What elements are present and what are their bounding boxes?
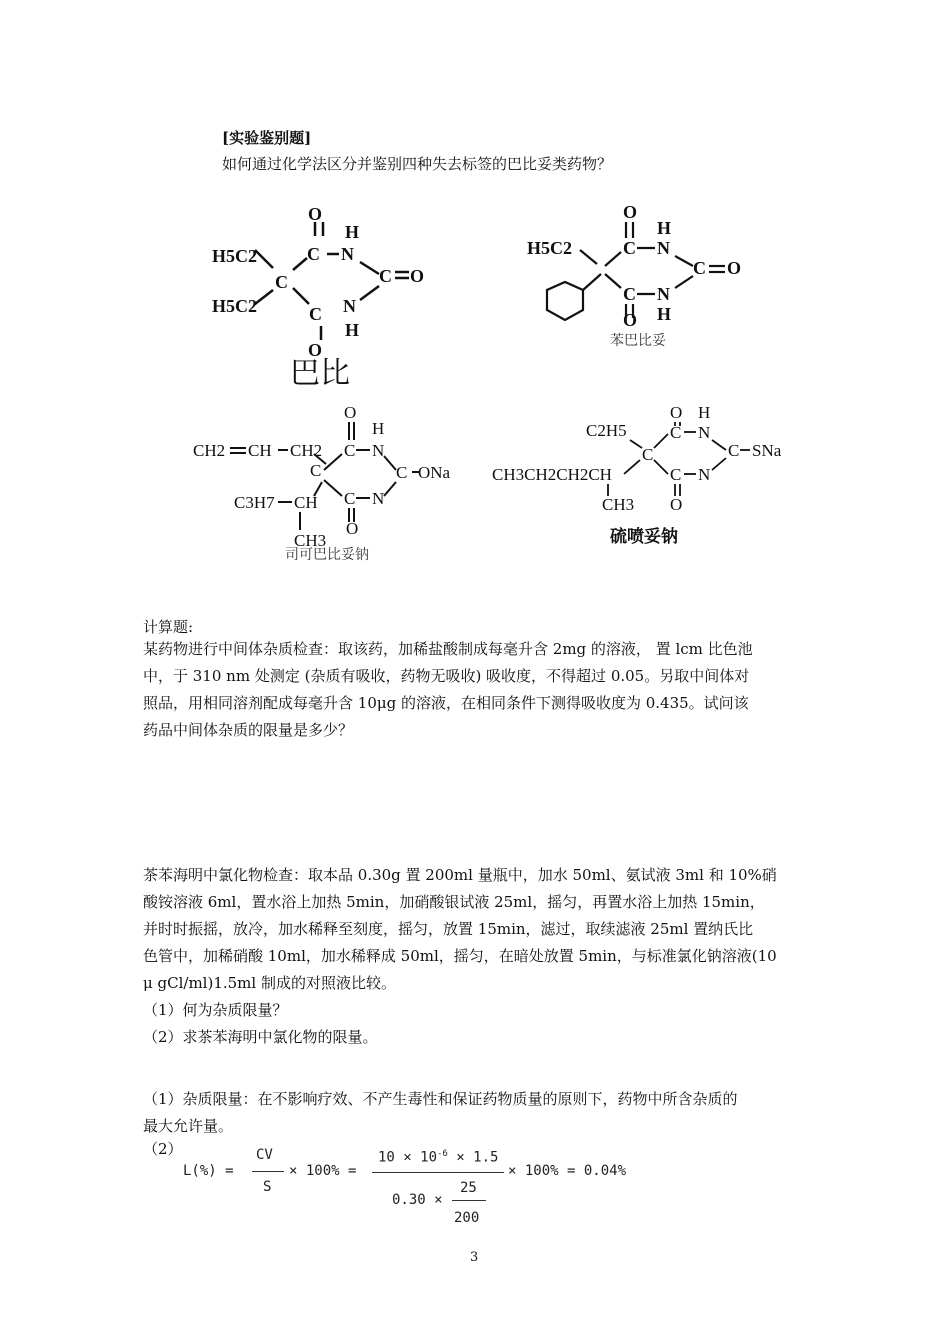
secobarbital-group: C3H7	[234, 493, 275, 512]
phenobarbital-group: N	[657, 284, 670, 304]
secobarbital-group: CH	[294, 493, 318, 512]
thiopental-group: O	[670, 495, 683, 514]
secobarbital-group: C	[344, 489, 356, 508]
barbital-group: N	[341, 244, 354, 264]
calc-problem-paragraph	[143, 636, 808, 744]
thiopental-group: C	[642, 445, 654, 464]
fraction2-bar	[372, 1172, 504, 1173]
question-2: （2）求茶苯海明中氯化物的限量。	[143, 1028, 378, 1046]
secobarbital-group: O	[346, 519, 359, 538]
thiopental-group: CH3	[602, 495, 635, 514]
barbital-group: H5C2	[212, 246, 257, 266]
thiopental-label: 硫喷妥钠	[610, 527, 678, 547]
secobarbital-group: C	[396, 463, 408, 482]
formula-multiplier: × 100% =	[289, 1163, 357, 1179]
barbital-group: O	[308, 340, 323, 360]
paragraph-line: 某药物进行中间体杂质检查：取该药，加稀盐酸制成每毫升含 2mg 的溶液， 置 lcm 比色池	[143, 640, 753, 658]
phenobarbital-group: C	[623, 284, 636, 304]
barbital-structure	[205, 200, 445, 360]
thiopental-group: H	[698, 403, 711, 422]
paragraph-line: 照品，用相同溶剂配成每毫升含 10μg 的溶液，在相同条件下测得吸收度为 0.435。试问该	[143, 694, 749, 712]
paragraph-line: 药品中间体杂质的限量是多少？	[143, 721, 354, 739]
barbital-group: O	[410, 266, 425, 286]
thiopental-group: O	[670, 403, 683, 422]
secobarbital-group: CH3	[294, 531, 327, 550]
secobarbital-group: C	[310, 461, 322, 480]
secobarbital-label: 司可巴比妥钠	[285, 547, 369, 563]
phenobarbital-group: H5C2	[527, 238, 572, 258]
question-1: （1）何为杂质限量？	[143, 1001, 288, 1019]
question-text: 如何通过化学法区分并鉴别四种失去标签的巴比妥类药物？	[222, 155, 613, 173]
barbital-group: C	[275, 272, 288, 292]
thiopental-group: C2H5	[586, 421, 627, 440]
secobarbital-group: N	[372, 441, 385, 460]
secobarbital-structure	[190, 400, 470, 560]
paragraph-line: 酸铵溶液 6ml，置水浴上加热 5min，加硝酸银试液 25ml，摇匀，再置水浴上加热 15min，	[143, 893, 765, 911]
fraction1-numerator: CV	[256, 1147, 273, 1163]
barbital-group: H5C2	[212, 296, 257, 316]
barbital-group: H	[345, 320, 360, 340]
barbital-label: 巴比	[290, 356, 350, 391]
phenobarbital-group: O	[727, 258, 742, 278]
fraction3-numerator: 25	[460, 1180, 477, 1196]
phenobarbital-group: O	[623, 202, 638, 222]
secobarbital-group: C	[344, 441, 356, 460]
secobarbital-group: CH	[248, 441, 272, 460]
fraction1-denominator: S	[263, 1179, 272, 1195]
fraction3-denominator: 200	[454, 1210, 480, 1226]
barbital-group: N	[343, 296, 356, 316]
chloride-problem-paragraph	[143, 862, 808, 1051]
calc-title: 计算题:	[143, 618, 194, 636]
paragraph-line: μ gCl/ml)1.5ml 制成的对照液比较。	[143, 974, 396, 992]
barbital-group: C	[309, 304, 322, 324]
barbital-group: C	[307, 244, 320, 264]
formula-result: × 100% = 0.04%	[508, 1163, 627, 1179]
thiopental-group: C	[670, 465, 682, 484]
secobarbital-group: CH2	[193, 441, 226, 460]
paragraph-line: （1）杂质限量：在不影响疗效、不产生毒性和保证药物质量的原则下，药物中所含杂质的	[143, 1090, 738, 1108]
paragraph-line: 最大允许量。	[143, 1117, 234, 1135]
paragraph-line: 茶苯海明中氯化物检查：取本品 0.30g 置 200ml 量瓶中，加水 50ml、氨试液 3ml 和 10%硝	[143, 866, 777, 884]
secobarbital-group: CH2	[290, 441, 323, 460]
barbital-group: C	[379, 266, 392, 286]
paragraph-line: 并时时振摇，放冷，加水稀释至刻度，摇匀，放置 15min，滤过，取续滤液 25ml 置纳氏比	[143, 920, 754, 938]
phenobarbital-group: H	[657, 218, 672, 238]
secobarbital-group: ONa	[418, 463, 451, 482]
thiopental-group: SNa	[752, 441, 782, 460]
barbital-group: O	[308, 204, 323, 224]
thiopental-group: N	[698, 423, 711, 442]
paragraph-line: 色管中，加稀硝酸 10ml，加水稀释成 50ml，摇匀，在暗处放置 5min，与标准氯化钠溶液(10	[143, 947, 777, 965]
phenobarbital-group: H	[657, 304, 672, 324]
secobarbital-group: N	[372, 489, 385, 508]
thiopental-structure	[490, 400, 800, 520]
answer-paragraph	[143, 1086, 808, 1140]
phenobarbital-label: 苯巴比妥	[610, 333, 666, 349]
fraction3-bar	[452, 1200, 486, 1201]
phenobarbital-structure	[525, 200, 755, 350]
answer-part2-label: （2）	[143, 1140, 183, 1158]
paragraph-line: 中，于 310 nm 处测定 (杂质有吸收，药物无吸收) 吸收度，不得超过 0.05。另取中间体对	[143, 667, 750, 685]
thiopental-group: N	[698, 465, 711, 484]
secobarbital-group: O	[344, 403, 357, 422]
phenobarbital-group: N	[657, 238, 670, 258]
fraction2-denominator: 0.30 ×	[392, 1192, 443, 1208]
formula-lhs: L(%) =	[183, 1163, 234, 1179]
thiopental-group: CH3CH2CH2CH	[492, 465, 612, 484]
barbital-group: H	[345, 222, 360, 242]
thiopental-group: C	[670, 423, 682, 442]
fraction1-bar	[252, 1171, 284, 1172]
thiopental-group: C	[728, 441, 740, 460]
phenobarbital-group: O	[623, 310, 638, 330]
page-number: 3	[470, 1250, 479, 1265]
section-heading: [实验鉴别题]	[222, 129, 312, 147]
phenobarbital-group: C	[693, 258, 706, 278]
fraction2-numerator: $10 \times 10^{-6} \times 1.5$	[378, 1149, 499, 1166]
phenobarbital-group: C	[623, 238, 636, 258]
secobarbital-group: H	[372, 419, 385, 438]
